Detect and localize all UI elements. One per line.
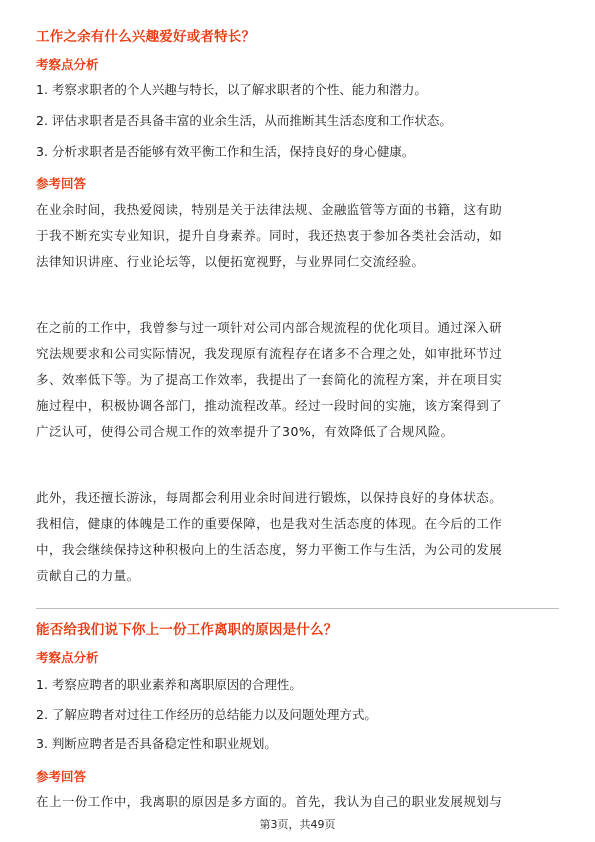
paragraph-line: 施过程中，积极协调各部门，推动流程改革。经过一段时间的实施，该方案得到了 (36, 398, 503, 413)
analysis-item: 2. 了解应聘者对过往工作经历的总结能力以及问题处理方式。 (36, 707, 377, 722)
answer-heading: 参考回答 (36, 769, 87, 784)
analysis-item: 1. 考察应聘者的职业素养和离职原因的合理性。 (36, 677, 302, 692)
answer-paragraph (36, 789, 502, 815)
analysis-item: 3. 判断应聘者是否具备稳定性和职业规划。 (36, 736, 277, 751)
answer-paragraph (36, 315, 502, 445)
page-number: 第3页，共49页 (259, 818, 336, 831)
paragraph-line: 多、效率低下等。为了提高工作效率，我提出了一套简化的流程方案，并在项目实 (36, 372, 503, 387)
paragraph-line: 于我不断充实专业知识，提升自身素养。同时，我还热衷于参加各类社会活动，如 (36, 228, 503, 243)
paragraph-line: 究法规要求和公司实际情况，我发现原有流程存在诸多不合理之处，如审批环节过 (36, 346, 503, 361)
paragraph-line: 在业余时间，我热爱阅读，特别是关于法律法规、金融监管等方面的书籍，这有助 (36, 202, 503, 217)
answer-heading: 参考回答 (36, 176, 87, 191)
section-divider (36, 608, 559, 609)
analysis-item: 3. 分析求职者是否能够有效平衡工作和生活，保持良好的身心健康。 (36, 144, 415, 159)
question-title: 能否给我们说下你上一份工作离职的原因是什么？ (36, 622, 338, 638)
paragraph-line: 广泛认可，使得公司合规工作的效率提升了30%，有效降低了合规风险。 (36, 424, 454, 439)
paragraph-line: 我相信，健康的体魄是工作的重要保障，也是我对生活态度的体现。在今后的工作 (36, 516, 503, 531)
analysis-item: 1. 考察求职者的个人兴趣与特长，以了解求职者的个性、能力和潜力。 (36, 82, 427, 97)
answer-paragraph (36, 197, 502, 275)
paragraph-line: 在上一份工作中，我离职的原因是多方面的。首先，我认为自己的职业发展规划与 (36, 794, 503, 809)
paragraph-line: 贡献自己的力量。 (36, 568, 140, 583)
analysis-heading: 考察点分析 (36, 57, 99, 72)
paragraph-line: 法律知识讲座、行业论坛等，以便拓宽视野，与业界同仁交流经验。 (36, 254, 425, 269)
analysis-heading: 考察点分析 (36, 650, 99, 665)
question-title: 工作之余有什么兴趣爱好或者特长？ (36, 29, 256, 45)
answer-paragraph (36, 485, 502, 589)
analysis-item: 2. 评估求职者是否具备丰富的业余生活，从而推断其生活态度和工作状态。 (36, 113, 452, 128)
paragraph-line: 此外，我还擅长游泳，每周都会利用业余时间进行锻炼，以保持良好的身体状态。 (36, 490, 503, 505)
paragraph-line: 中，我会继续保持这种积极向上的生活态度，努力平衡工作与生活，为公司的发展 (36, 542, 503, 557)
paragraph-line: 在之前的工作中，我曾参与过一项针对公司内部合规流程的优化项目。通过深入研 (36, 320, 503, 335)
